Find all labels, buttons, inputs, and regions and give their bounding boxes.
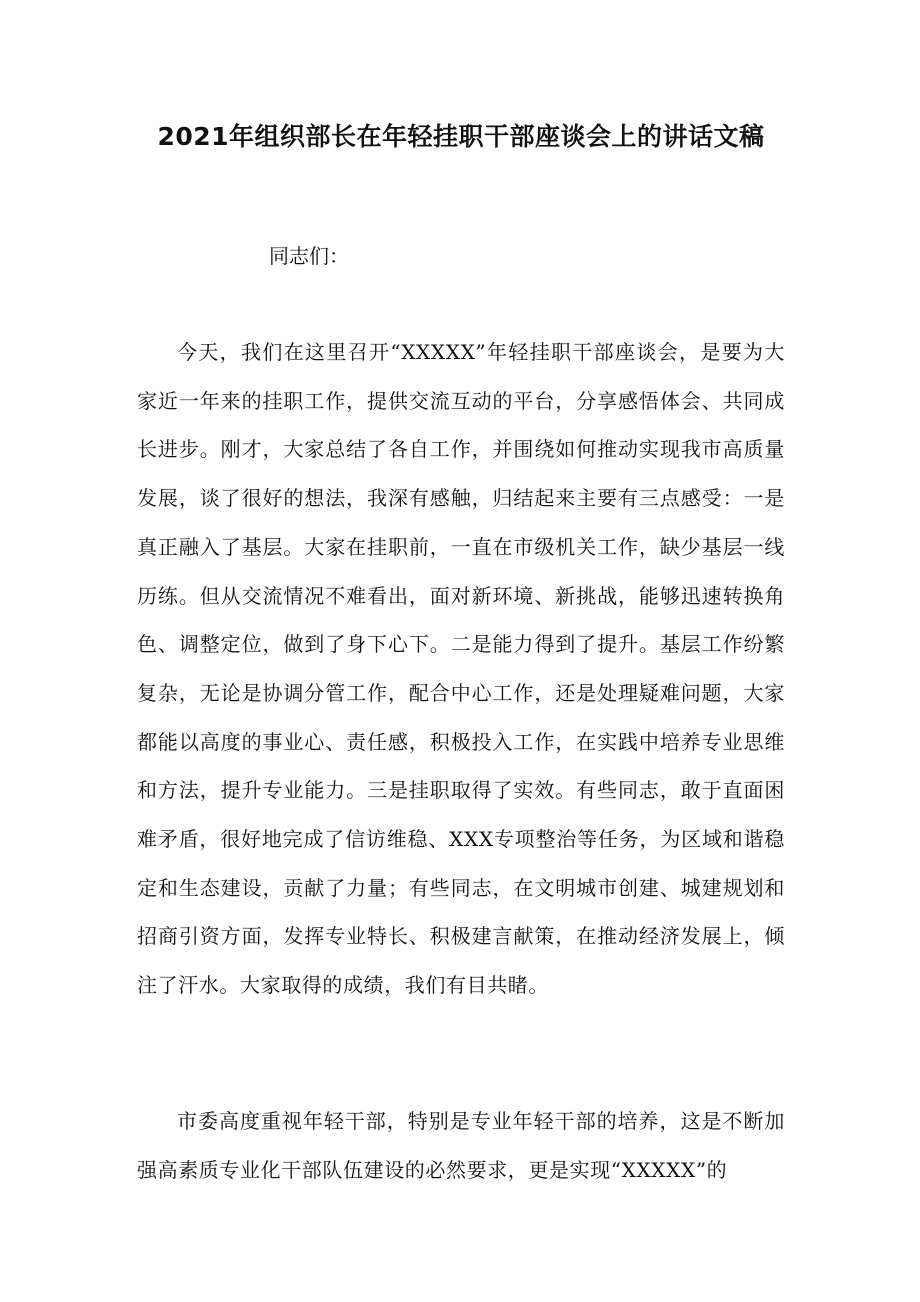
document-page [137,0,785,1302]
body-paragraph: 今天，我们在这里召开“XXXXX”年轻挂职干部座谈会，是要为大家近一年来的挂职工作，提供交流互动的平台，分享感悟体会、共同成长进步。刚才，大家总结了各自工作，并围绕如何推动实现我市高质量发展，谈了很好的想法，我深有感触，归结起来主要有三点感受：一是真正融入了基层。大家在挂职前，一直在市级机关工作，缺少基层一线历练。但从交流情况不难看出，面对新环境、新挑战，能够迅速转换角色、调整定位，做到了身下心下。二是能力得到了提升。基层工作纷繁复杂，无论是协调分管工作，配合中心工作，还是处理疑难问题，大家都能以高度的事业心、责任感，积极投入工作，在实践中培养专业思维和方法，提升专业能力。三是挂职取得了实效。有些同志，敢于直面困难矛盾，很好地完成了信访维稳、XXX专项整治等任务，为区域和谐稳定和生态建设，贡献了力量；有些同志，在文明城市创建、城建规划和招商引资方面，发挥专业特长、积极建言献策，在推动经济发展上，倾注了汗水。大家取得的成绩，我们有目共睹。 [137,340,785,998]
document-title: 2021年组织部长在年轻挂职干部座谈会上的讲话文稿 [157,122,765,151]
greeting: 同志们： [269,244,349,268]
body-paragraph: 市委高度重视年轻干部，特别是专业年轻干部的培养，这是不断加强高素质专业化干部队伍建设的必然要求，更是实现“XXXXX”的 [137,1109,785,1182]
